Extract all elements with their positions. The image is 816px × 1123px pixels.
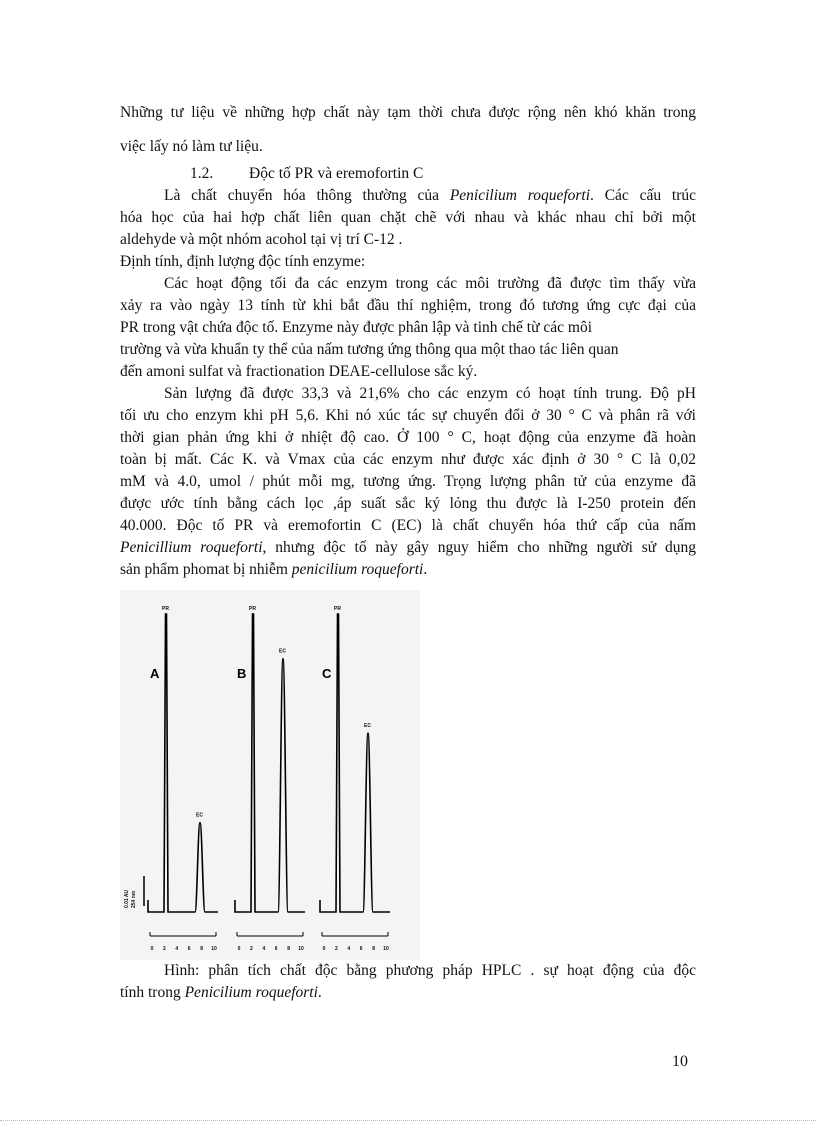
subheading: Định tính, định lượng độc tính enzyme: — [120, 253, 366, 270]
time-tick-label: 8 — [200, 946, 203, 952]
paragraph-line: xảy ra vào ngày 13 tính từ khi bắt đầu thí nghiệm, trong đó tương ứng cực đại của — [120, 297, 696, 314]
paragraph-line: Sản lượng đã được 33,3 và 21,6% cho các enzym có hoạt tính trung. Độ pH — [164, 385, 696, 402]
panel-label: B — [237, 666, 247, 681]
scale-label-au: 0.01 AU — [124, 889, 130, 908]
time-tick-label: 0 — [322, 946, 326, 952]
paragraph-line: trường và vừa khuẩn ty thể của nấm tương ứng thông qua một thao tác liên quan — [120, 341, 619, 358]
species-name: penicilium roqueforti — [291, 561, 424, 578]
paragraph-line: việc lấy nó làm tư liệu. — [120, 138, 263, 155]
paragraph-line: sản phẩm phomat bị nhiễm penicilium roqueforti. — [120, 561, 428, 578]
peak-label-ec: EC — [196, 812, 203, 819]
paragraph-line: Là chất chuyển hóa thông thường của Penicilium roqueforti. Các cấu trúc — [164, 187, 696, 204]
paragraph-line: được ước tính bằng cách lọc ,áp suất sắc ký lỏng thu được là I-250 protein đến — [120, 495, 696, 512]
peak-label-ec: EC — [279, 648, 286, 655]
time-tick-label: 4 — [347, 946, 351, 952]
hplc-chromatogram-figure — [120, 590, 420, 960]
time-tick-label: 2 — [250, 946, 253, 952]
paragraph-line: PR trong vật chứa độc tố. Enzyme này được phân lập và tinh chế từ các môi — [120, 319, 593, 336]
paragraph-line: mM và 4.0, umol / phút mỗi mg, tương ứng. Trọng lượng phân tử của enzyme đã — [120, 473, 696, 490]
paragraph-line: hóa học của hai hợp chất liên quan chặt chẽ với nhau và khác nhau chỉ bởi một — [120, 209, 696, 226]
section-number: 1.2. — [190, 165, 214, 182]
time-tick-label: 2 — [163, 946, 166, 952]
paragraph-line: Penicillium roqueforti, nhưng độc tố này gây nguy hiểm cho những người sử dụng — [120, 539, 696, 556]
time-tick-label: 10 — [211, 946, 217, 952]
paragraph-line: toàn bị mất. Các K. và Vmax của các enzym như được xác định ở 30 ° C là 0,02 — [120, 451, 696, 468]
paragraph-line: aldehyde và một nhóm acohol tại vị trí C-12 . — [120, 231, 403, 248]
time-tick-label: 0 — [237, 946, 241, 952]
time-tick-label: 0 — [150, 946, 154, 952]
time-tick-label: 6 — [274, 946, 278, 952]
figure-caption-line: Hình: phân tích chất độc bằng phương pháp HPLC . sự hoạt động của độc — [164, 962, 696, 979]
section-heading — [190, 165, 423, 183]
time-tick-label: 4 — [262, 946, 266, 952]
paragraph-line: Những tư liệu về những hợp chất này tạm thời chưa được rộng nên khó khăn trong — [120, 104, 696, 121]
paragraph-line: đến amoni sulfat và fractionation DEAE-cellulose sắc ký. — [120, 363, 478, 380]
paragraph-line: tối ưu cho enzym khi pH 5,6. Khi nó xúc tác sự chuyển đổi ở 30 ° C và phân rã với — [120, 407, 696, 424]
panel-label: C — [322, 666, 332, 681]
peak-label-pr: PR — [162, 606, 169, 612]
peak-label-pr: PR — [249, 606, 256, 612]
time-tick-label: 4 — [175, 946, 179, 952]
page-number: 10 — [672, 1053, 688, 1070]
time-tick-label: 2 — [335, 946, 338, 952]
peak-label-pr: PR — [334, 606, 341, 612]
time-tick-label: 8 — [287, 946, 290, 952]
scale-label-nm: 254 nm — [131, 890, 137, 908]
time-tick-label: 10 — [298, 946, 304, 952]
paragraph-line: thời gian phản ứng khi ở nhiệt độ cao. Ở 100 ° C, hoạt động của enzyme đã hoàn — [120, 429, 696, 446]
species-name: Penicilium roqueforti — [184, 984, 318, 1001]
species-name: Penicilium roqueforti — [449, 187, 591, 204]
section-title: Độc tố PR và eremofortin C — [249, 165, 424, 182]
paragraph-line: Các hoạt động tối đa các enzym trong các môi trường đã được tìm thấy vừa — [164, 275, 696, 292]
figure-caption-line: tính trong Penicilium roqueforti. — [120, 984, 322, 1001]
species-name: Penicillium roqueforti — [120, 539, 263, 556]
time-tick-label: 8 — [372, 946, 375, 952]
peak-label-ec: EC — [364, 723, 371, 730]
time-tick-label: 10 — [383, 946, 389, 952]
time-tick-label: 6 — [359, 946, 363, 952]
panel-label: A — [150, 666, 160, 681]
paragraph-line: 40.000. Độc tố PR và eremofortin C (EC) là chất chuyển hóa thứ cấp của nấm — [120, 517, 696, 534]
time-tick-label: 6 — [187, 946, 191, 952]
page-bottom-border — [0, 1120, 816, 1121]
